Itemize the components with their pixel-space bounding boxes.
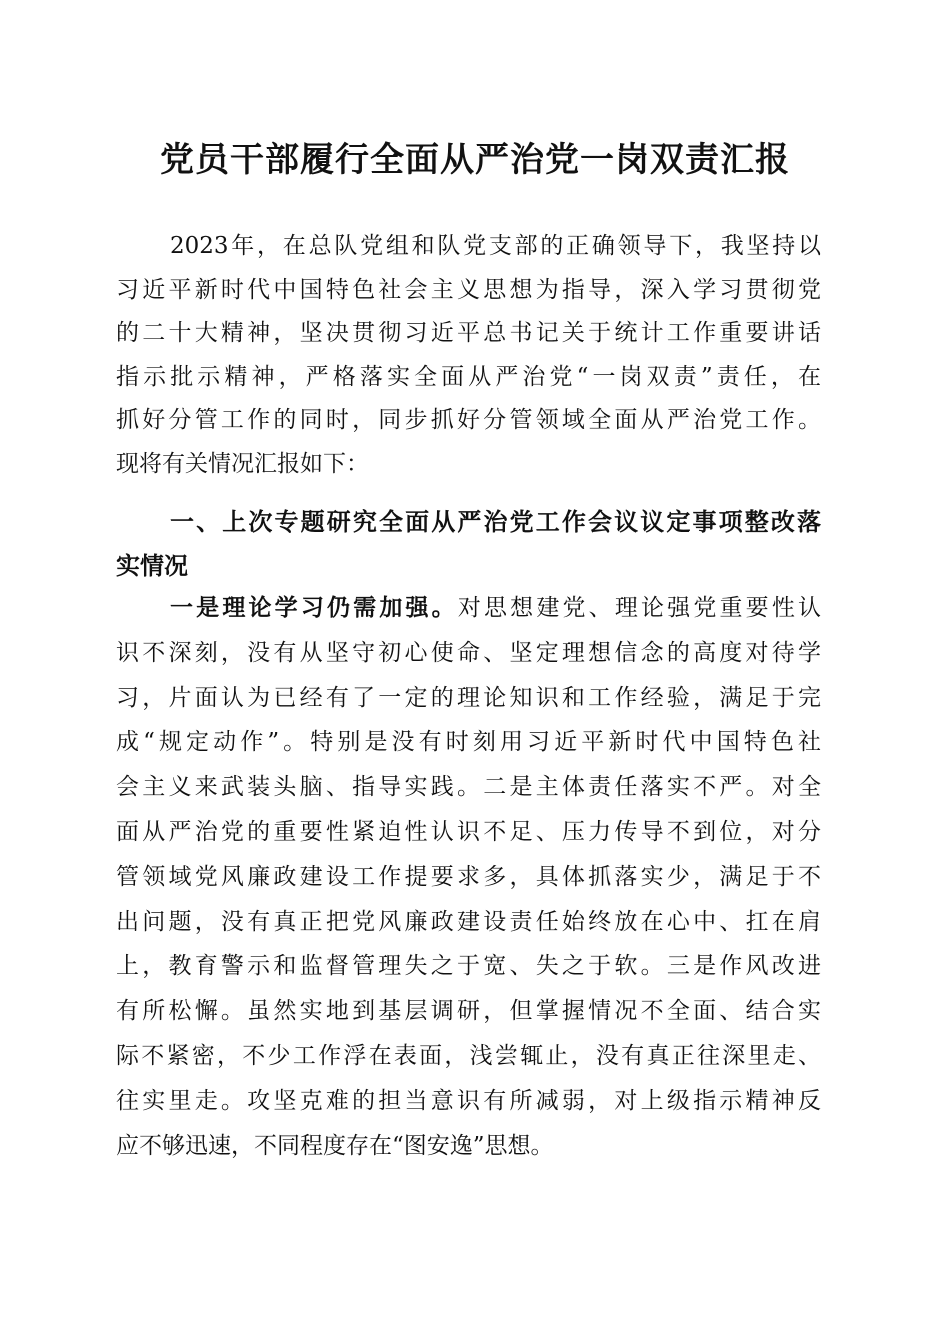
text-line: 2023年，在总队党组和队党支部的正确领导下，我坚持以 (170, 233, 821, 259)
text-line: 现将有关情况汇报如下： (116, 450, 369, 477)
text-line: 往实里走。攻坚克难的担当意识有所减弱，对上级指示精神反 (116, 1087, 821, 1114)
text-line: 习，片面认为已经有了一定的理论知识和工作经验，满足于完 (116, 684, 821, 711)
text-line: 上，教育警示和监督管理失之于宽、失之于软。三是作风改进 (116, 953, 821, 980)
text-line: 抓好分管工作的同时，同步抓好分管领域全面从严治党工作。 (116, 407, 821, 434)
text-line: 成“规定动作”。特别是没有时刻用习近平新时代中国特色社 (116, 729, 821, 756)
text-line: 应不够迅速，不同程度存在“图安逸”思想。 (116, 1132, 554, 1159)
text-line: 会主义来武装头脑、指导实践。二是主体责任落实不严。对全 (116, 774, 821, 801)
text-line: 识不深刻，没有从坚守初心使命、坚定理想信念的高度对待学 (116, 639, 821, 666)
text-line: 习近平新时代中国特色社会主义思想为指导，深入学习贯彻党 (116, 276, 821, 303)
text-line: 面从严治党的重要性紧迫性认识不足、压力传导不到位，对分 (116, 818, 821, 845)
text-line: 出问题，没有真正把党风廉政建设责任始终放在心中、扛在肩 (116, 908, 821, 935)
text-line: 管领域党风廉政建设工作提要求多，具体抓落实少，满足于不 (116, 863, 821, 890)
text-line (116, 586, 821, 631)
lead-phrase: 一是理论学习仍需加强。 (170, 594, 458, 621)
document-title: 党员干部履行全面从严治党一岗双责汇报 (160, 140, 790, 180)
heading-line: 实情况 (116, 550, 188, 580)
heading-line: 一、上次专题研究全面从严治党工作会议议定事项整改落 (170, 507, 821, 536)
text-line: 有所松懈。虽然实地到基层调研，但掌握情况不全面、结合实 (116, 998, 821, 1025)
section-paragraph (116, 586, 821, 1168)
text-fragment: 对思想建党、理论强党重要性认 (457, 595, 822, 621)
section-heading (116, 500, 821, 587)
text-line: 的二十大精神，坚决贯彻习近平总书记关于统计工作重要讲话 (116, 320, 821, 347)
text-line: 际不紧密，不少工作浮在表面，浅尝辄止，没有真正往深里走、 (116, 1042, 821, 1069)
text-line: 指示批示精神，严格落实全面从严治党“一岗双责”责任，在 (116, 363, 821, 390)
intro-paragraph (116, 225, 821, 487)
